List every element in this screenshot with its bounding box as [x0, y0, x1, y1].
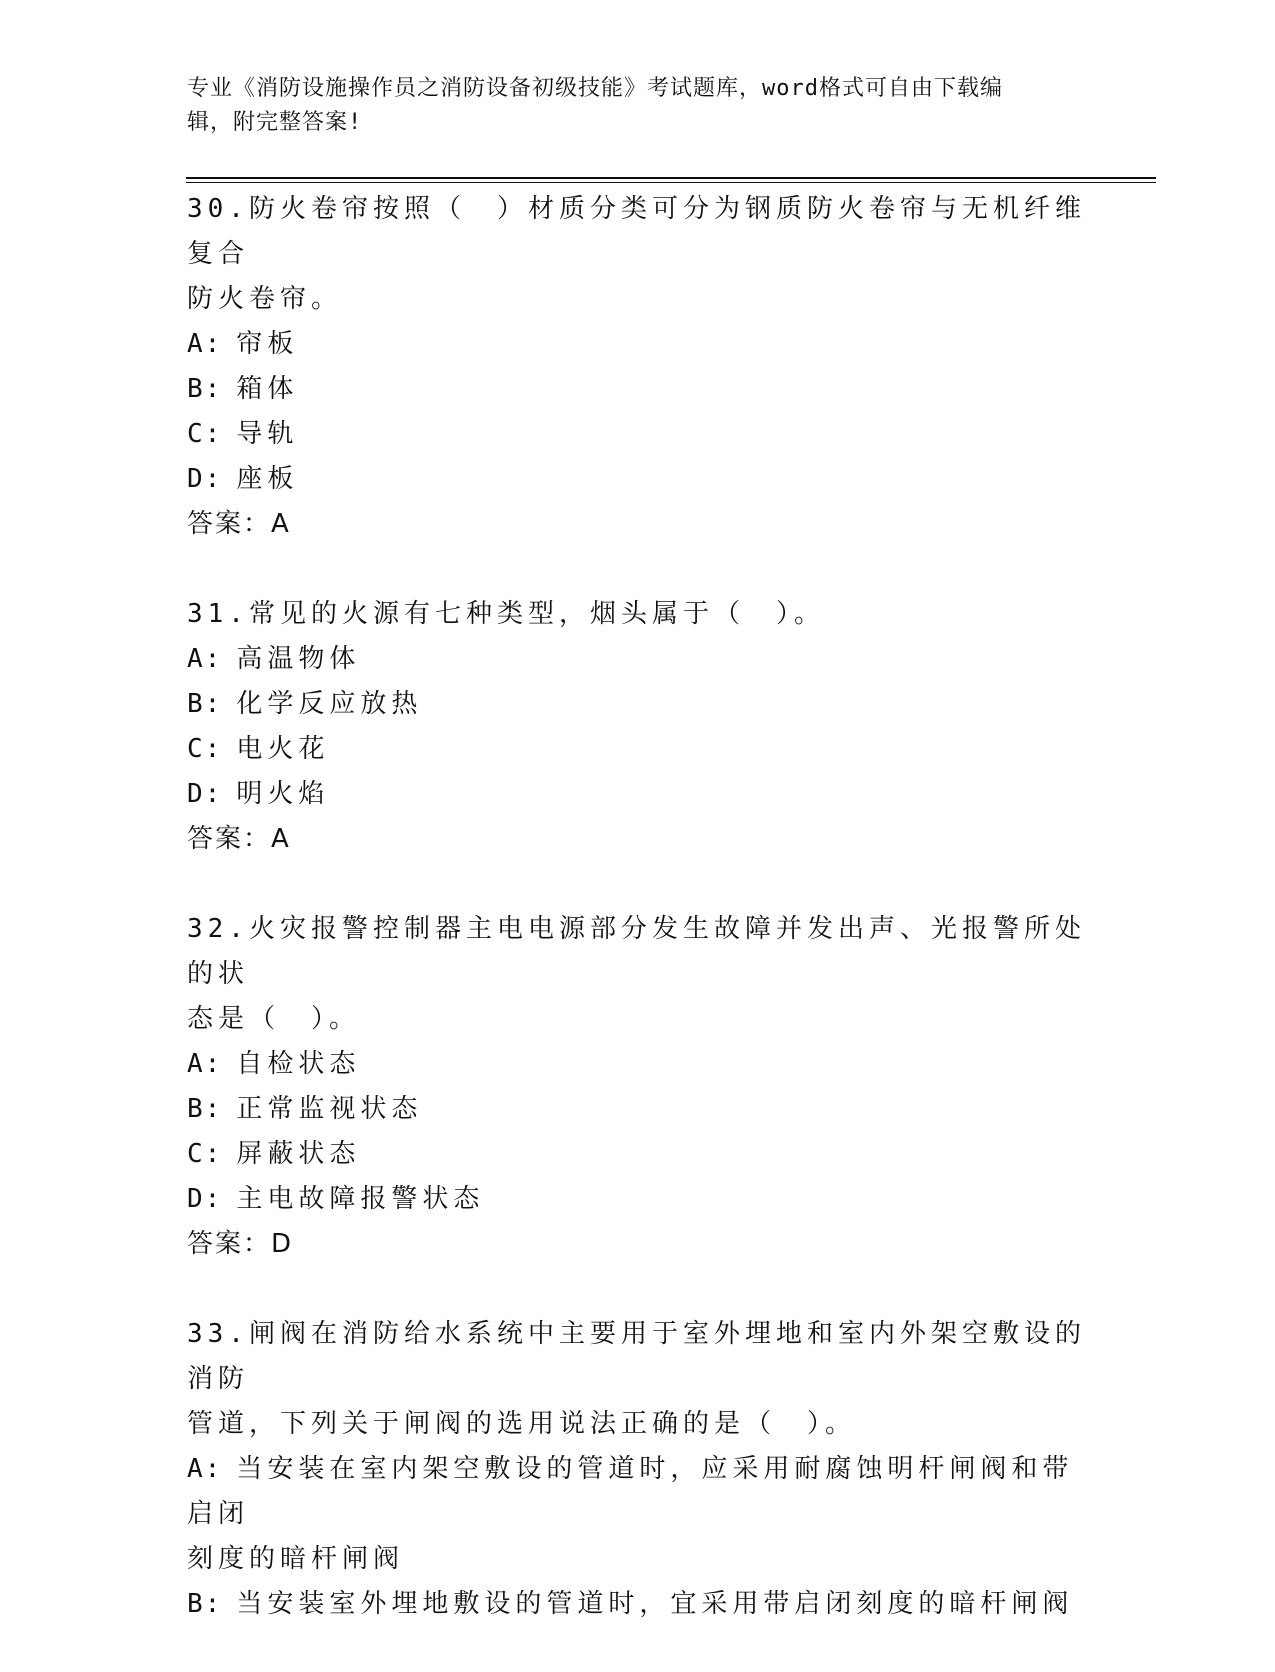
option-d — [187, 772, 1087, 817]
question-list — [187, 187, 1087, 1672]
question-text-line-1: 防火卷帘按照（ ）材质分类可分为钢质防火卷帘与无机纤维复合 — [187, 194, 1086, 269]
option-c — [187, 727, 1087, 772]
question-text-line-1: 常见的火源有七种类型，烟头属于（ ）。 — [248, 599, 825, 629]
question-text-line-2: 防火卷帘。 — [187, 284, 343, 314]
option-letter: B: — [187, 689, 223, 719]
answer-label: 答案：D — [187, 1229, 294, 1259]
option-text: 化学反应放热 — [236, 689, 423, 719]
option-text: 正常监视状态 — [236, 1094, 423, 1124]
option-d — [187, 1177, 1087, 1222]
question-text-line-2: 管道，下列关于闸阀的选用说法正确的是（ ）。 — [187, 1409, 857, 1439]
header-divider-thick — [186, 177, 1156, 179]
option-letter: B: — [187, 1094, 223, 1124]
option-text: 自检状态 — [236, 1049, 361, 1079]
option-a — [187, 637, 1087, 682]
question-number: 30. — [187, 194, 249, 224]
option-letter: A: — [187, 1049, 223, 1079]
option-text: 屏蔽状态 — [236, 1139, 361, 1169]
option-letter: B: — [187, 374, 223, 404]
option-text: 电火花 — [236, 734, 330, 764]
option-letter: D: — [187, 464, 223, 494]
question-text-line-1: 闸阀在消防给水系统中主要用于室外埋地和室内外架空敷设的消防 — [187, 1319, 1086, 1394]
option-letter: D: — [187, 1184, 223, 1214]
option-letter: C: — [187, 734, 223, 764]
option-b — [187, 367, 1087, 412]
option-letter: A: — [187, 329, 223, 359]
question-31 — [187, 592, 1087, 862]
question-number: 32. — [187, 914, 249, 944]
option-text: 当安装室外埋地敷设的管道时，宜采用带启闭刻度的暗杆闸阀 — [236, 1589, 1074, 1619]
question-number: 33. — [187, 1319, 249, 1349]
option-text: 帘板 — [236, 329, 299, 359]
question-text-line-1: 火灾报警控制器主电电源部分发生故障并发出声、光报警所处的状 — [187, 914, 1086, 989]
option-text: 明火焰 — [236, 779, 330, 809]
question-text — [187, 592, 1087, 637]
option-letter: C: — [187, 419, 223, 449]
option-a — [187, 1042, 1087, 1087]
option-b — [187, 1087, 1087, 1132]
option-letter: A: — [187, 1454, 223, 1484]
option-text: 高温物体 — [236, 644, 361, 674]
question-text — [187, 187, 1087, 277]
option-c — [187, 412, 1087, 457]
option-letter: B: — [187, 1589, 223, 1619]
option-text: 座板 — [236, 464, 299, 494]
option-text: 导轨 — [236, 419, 299, 449]
option-a-continued: 刻度的暗杆闸阀 — [187, 1544, 405, 1574]
question-33 — [187, 1312, 1087, 1627]
question-text — [187, 1312, 1087, 1402]
option-b — [187, 682, 1087, 727]
option-letter: A: — [187, 644, 223, 674]
option-text: 当安装在室内架空敷设的管道时，应采用耐腐蚀明杆闸阀和带启闭 — [187, 1454, 1074, 1529]
option-a — [187, 322, 1087, 367]
question-30 — [187, 187, 1087, 547]
question-32 — [187, 907, 1087, 1267]
question-text — [187, 907, 1087, 997]
option-text: 箱体 — [236, 374, 299, 404]
document-header — [187, 72, 1067, 140]
answer-label: 答案：A — [187, 824, 291, 854]
header-title-line-2: 辑，附完整答案! — [187, 110, 363, 135]
option-text: 主电故障报警状态 — [236, 1184, 485, 1214]
answer-label: 答案：A — [187, 509, 291, 539]
option-a — [187, 1447, 1087, 1537]
option-d — [187, 457, 1087, 502]
question-number: 31. — [187, 599, 249, 629]
option-letter: D: — [187, 779, 223, 809]
header-title-line-1: 专业《消防设施操作员之消防设备初级技能》考试题库，word格式可自由下载编 — [187, 76, 1003, 101]
option-letter: C: — [187, 1139, 223, 1169]
header-divider-thin — [186, 182, 1156, 183]
option-b — [187, 1582, 1087, 1627]
question-text-line-2: 态是（ ）。 — [187, 1004, 361, 1034]
option-c — [187, 1132, 1087, 1177]
